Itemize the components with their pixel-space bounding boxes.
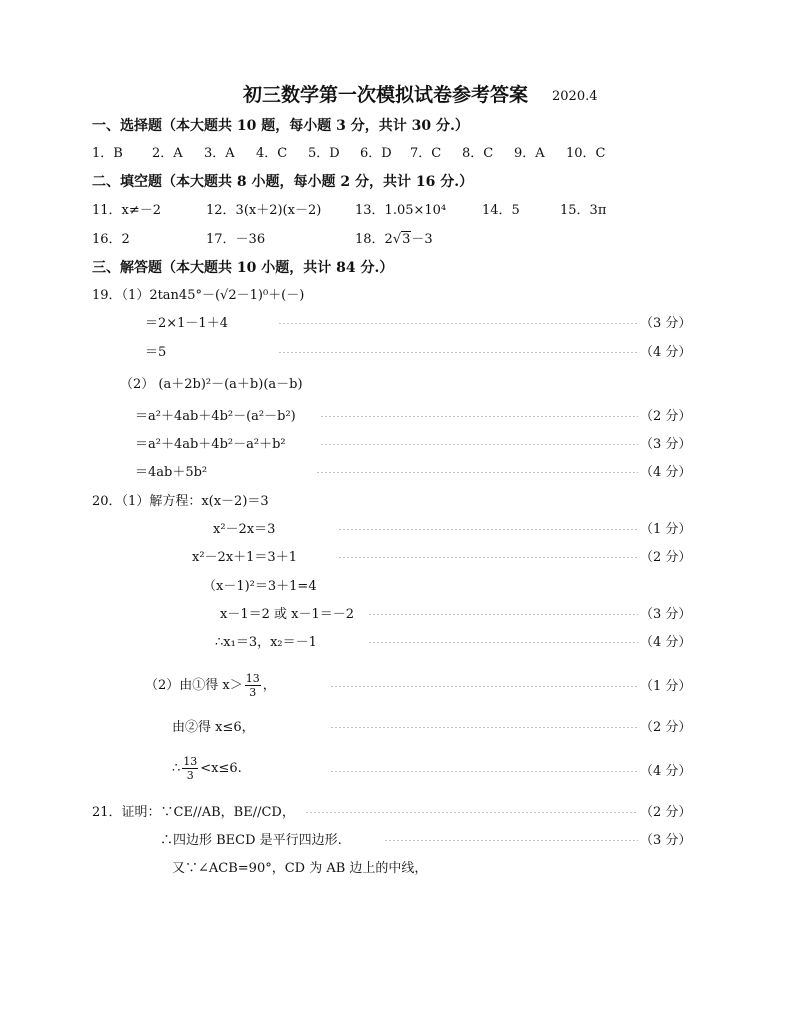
leader-dots [368, 614, 638, 615]
answer-8: 8．C [462, 146, 494, 161]
fraction: $\frac{13}{3}$ [183, 755, 198, 782]
leader-dots [305, 812, 638, 813]
leader-dots [278, 352, 638, 353]
answer-15: 15．3π [560, 203, 607, 218]
answer-9: 9．A [514, 146, 545, 161]
answer-3: 3．A [204, 146, 235, 161]
answer-16: 16．2 [92, 232, 130, 247]
q19-part2-step2: ＝a²＋4ab＋4b²－a²＋b² [135, 437, 286, 452]
q21-proof-line2: ∴四边形 BECD 是平行四边形. [160, 833, 342, 848]
q20-part2-line-c: ∴ $\frac{13}{3}$ <x≤6. [172, 755, 242, 782]
section-heading-fill: 二、填空题（本大题共 8 小题，每小题 2 分，共计 16 分.） [92, 174, 474, 190]
fraction: $\frac{13}{3}$ [245, 672, 260, 699]
answer-4: 4．C [256, 146, 288, 161]
answer-14: 14．5 [482, 203, 520, 218]
score-label: （2 分） [640, 720, 692, 735]
q19-part2-step3: ＝4ab＋5b² [135, 465, 208, 480]
answer-7: 7．C [410, 146, 442, 161]
q20-step2: x²－2x＋1＝3＋1 [192, 550, 297, 565]
score-label: （2 分） [640, 550, 692, 565]
section-heading-choice: 一、选择题（本大题共 10 题，每小题 3 分，共计 30 分.） [92, 118, 469, 134]
document-date: 2020.4 [552, 89, 598, 104]
leader-dots [320, 416, 638, 417]
leader-dots [320, 444, 638, 445]
q21-proof-line3: 又∵∠ACB=90°，CD 为 AB 边上的中线， [172, 861, 428, 876]
answer-12: 12．3(x＋2)(x－2) [206, 203, 322, 218]
q20-step5: ∴x₁＝3，x₂＝－1 [215, 635, 317, 650]
score-label: （3 分） [640, 833, 692, 848]
leader-dots [330, 686, 638, 687]
sqrt-radicand: 3 [402, 232, 411, 247]
score-label: （2 分） [640, 805, 692, 820]
score-label: （4 分） [640, 635, 692, 650]
answer-17: 17．－36 [206, 232, 266, 247]
leader-dots [384, 840, 638, 841]
score-label: （3 分） [640, 316, 692, 331]
answer-6: 6．D [360, 146, 392, 161]
q20-step3: （x－1)²＝3＋1=4 [203, 579, 317, 594]
q19-part2-step1: ＝a²＋4ab＋4b²－(a²－b²) [135, 409, 296, 424]
score-label: （2 分） [640, 409, 692, 424]
score-label: （3 分） [640, 607, 692, 622]
q20-part2-line-a: （2）由①得 x＞ $\frac{13}{3}$ ， [145, 672, 276, 699]
score-label: （4 分） [640, 345, 692, 360]
leader-dots [368, 642, 638, 643]
q20-step4: x－1＝2 或 x－1＝－2 [220, 607, 355, 622]
score-label: （1 分） [640, 679, 692, 694]
q19-part1-step2: ＝5 [145, 345, 167, 360]
score-label: （1 分） [640, 522, 692, 537]
q20-step1: x²－2x＝3 [213, 522, 276, 537]
leader-dots [338, 557, 638, 558]
q19-part2-expression: （2） (a＋2b)²－(a＋b)(a－b) [120, 377, 303, 392]
score-label: （3 分） [640, 437, 692, 452]
q20-part1-equation: 20．（1）解方程：x(x－2)＝3 [92, 494, 269, 509]
section-heading-solve: 三、解答题（本大题共 10 小题，共计 84 分.） [92, 260, 394, 276]
q20-part2-line-b: 由②得 x≤6， [172, 720, 255, 735]
score-label: （4 分） [640, 465, 692, 480]
leader-dots [330, 771, 638, 772]
answer-5: 5．D [308, 146, 340, 161]
leader-dots [316, 472, 638, 473]
answer-13: 13．1.05×10⁴ [355, 203, 447, 218]
answer-18: 18．2√3－3 [355, 232, 433, 247]
page-title: 初三数学第一次模拟试卷参考答案 [243, 84, 529, 106]
leader-dots [278, 323, 638, 324]
leader-dots [330, 727, 638, 728]
score-label: （4 分） [640, 764, 692, 779]
q21-proof-line1: 21．证明：∵CE//AB，BE//CD， [92, 805, 295, 820]
answer-2: 2．A [152, 146, 183, 161]
answer-10: 10．C [566, 146, 606, 161]
answer-1: 1．B [92, 146, 123, 161]
leader-dots [338, 529, 638, 530]
answer-11: 11．x≠－2 [92, 203, 162, 218]
q19-part1-expression: 19．（1）2tan45°－(√2－1)⁰＋(－) [92, 288, 305, 303]
q19-part1-step1: ＝2×1－1＋4 [145, 316, 228, 331]
